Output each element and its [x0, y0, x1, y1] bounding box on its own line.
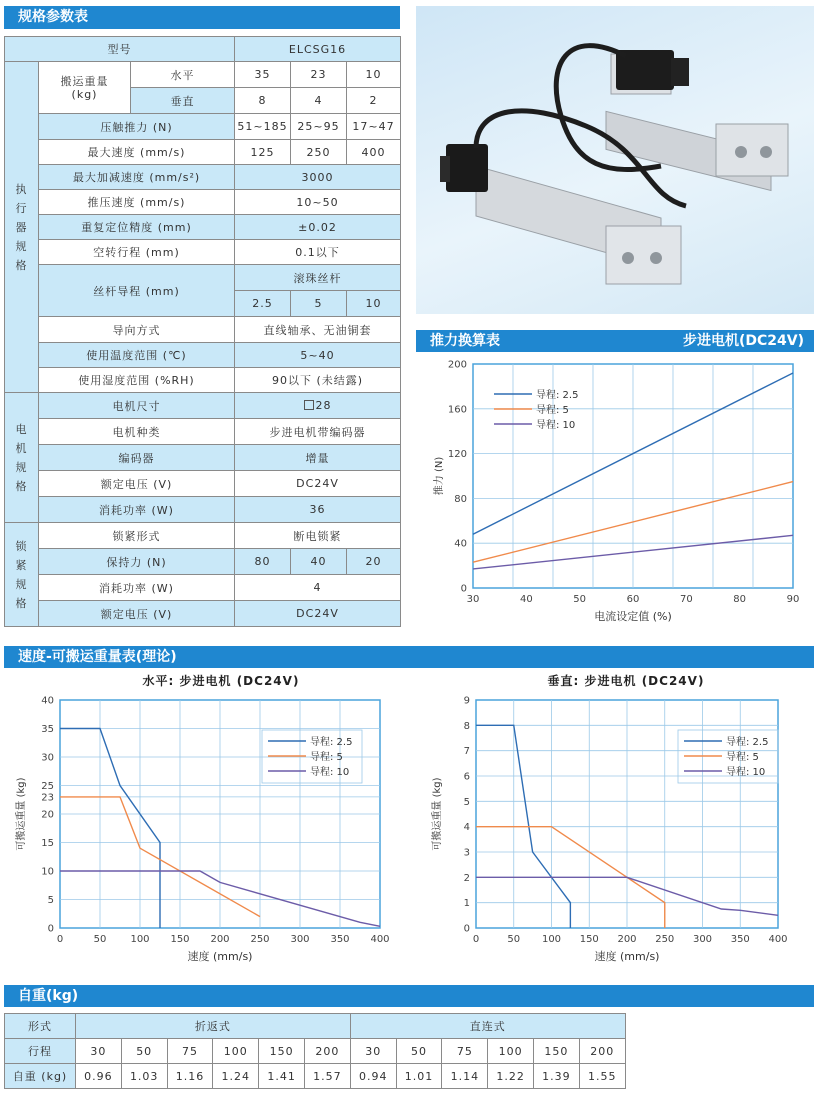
legend-label: 导程: 2.5 [726, 737, 769, 748]
fold-label: 折返式 [76, 1014, 351, 1039]
weight-cell: 1.22 [488, 1064, 534, 1089]
y-tick-label: 80 [454, 493, 467, 505]
legend-label: 导程: 2.5 [310, 737, 353, 748]
motor-type-value: 步进电机带编码器 [235, 419, 401, 445]
push-speed-label: 推压速度 (mm/s) [39, 190, 235, 215]
encoder-value: 增量 [235, 445, 401, 471]
x-tick-label: 200 [210, 934, 230, 945]
thrust-header-title: 推力换算表 [430, 333, 500, 349]
y-tick-label: 7 [463, 746, 470, 758]
h-val-2: 23 [291, 62, 347, 88]
x-tick-label: 200 [617, 934, 637, 945]
temp-value: 5~40 [235, 343, 401, 368]
square-icon [304, 400, 314, 410]
humid-value: 90以下 (未结露) [235, 368, 401, 393]
x-tick-label: 250 [655, 934, 675, 945]
weight-cell: 1.03 [121, 1064, 167, 1089]
stroke-cell: 200 [579, 1039, 625, 1064]
lock-type-value: 断电锁紧 [235, 523, 401, 549]
y-tick-label: 6 [463, 771, 470, 783]
thrust-header [416, 330, 814, 352]
straight-label: 直连式 [350, 1014, 625, 1039]
speed-header-title: 速度-可搬运重量表(理论) [18, 649, 177, 665]
x-tick-label: 0 [472, 934, 480, 945]
weight-cell: 1.01 [396, 1064, 442, 1089]
push-speed-value: 10~50 [235, 190, 401, 215]
v-val-1: 8 [235, 88, 291, 114]
product-photo [416, 6, 814, 314]
max-speed-3: 400 [347, 140, 401, 165]
stroke-label: 行程 [5, 1039, 76, 1064]
x-tick-label: 300 [290, 934, 310, 945]
screw-val-3: 10 [347, 291, 401, 317]
h-val-3: 10 [347, 62, 401, 88]
screw-label: 丝杆导程 (mm) [39, 265, 235, 317]
y-tick-label: 5 [47, 895, 54, 906]
cat-actuator [5, 62, 39, 393]
weight-cell: 1.55 [579, 1064, 625, 1089]
speed-header [4, 646, 814, 668]
v-val-3: 2 [347, 88, 401, 114]
y-tick-label: 0 [47, 923, 54, 935]
push-force-label: 压触推力 (N) [39, 114, 235, 140]
v-val-2: 4 [291, 88, 347, 114]
weight-label: 自重 (kg) [5, 1064, 76, 1089]
y-tick-label: 4 [463, 822, 470, 834]
push-force-1: 51~185 [235, 114, 291, 140]
y-tick-label: 120 [447, 449, 467, 461]
y-axis-label: 可搬运重量 (kg) [16, 777, 27, 851]
x-tick-label: 400 [768, 934, 788, 945]
legend-label: 导程: 2.5 [536, 390, 579, 401]
y-axis-label: 可搬运重量 (kg) [432, 777, 443, 851]
x-tick-label: 300 [692, 934, 713, 945]
weight-cell: 1.57 [304, 1064, 350, 1089]
spec-header [4, 6, 400, 29]
spec-header-title: 规格参数表 [18, 9, 88, 25]
horizontal-chart [4, 688, 404, 976]
front-actuator [440, 144, 681, 284]
weight-cell: 1.39 [534, 1064, 580, 1089]
y-tick-label: 40 [41, 695, 54, 707]
rated-v-value: DC24V [235, 471, 401, 497]
weight-cell: 1.16 [167, 1064, 213, 1089]
legend-label: 导程: 5 [536, 405, 569, 416]
repeat-value: ±0.02 [235, 215, 401, 240]
x-tick-label: 400 [370, 934, 390, 945]
x-axis-label: 速度 (mm/s) [187, 950, 253, 963]
weight-header [4, 985, 814, 1007]
screw-val-2: 5 [291, 291, 347, 317]
weight-cell: 0.94 [350, 1064, 396, 1089]
y-tick-label: 20 [41, 809, 54, 821]
hold-2: 40 [291, 549, 347, 575]
x-tick-label: 50 [573, 594, 587, 605]
load-label: 搬运重量 (kg) [39, 62, 131, 114]
screw-type: 滚珠丝杆 [235, 265, 401, 291]
model-label: 型号 [5, 37, 235, 62]
h-val-1: 35 [235, 62, 291, 88]
x-tick-label: 30 [466, 594, 480, 605]
hold-label: 保持力 (N) [39, 549, 235, 575]
legend-label: 导程: 10 [536, 420, 576, 431]
y-axis-label: 推力 (N) [434, 456, 445, 496]
stroke-cell: 150 [259, 1039, 305, 1064]
push-force-2: 25~95 [291, 114, 347, 140]
rated-v-label: 额定电压 (V) [39, 471, 235, 497]
weight-header-title: 自重(kg) [18, 988, 79, 1004]
stroke-cell: 30 [76, 1039, 122, 1064]
x-tick-label: 100 [541, 934, 562, 945]
x-tick-label: 90 [786, 594, 800, 605]
y-tick-label: 40 [454, 538, 467, 550]
y-tick-label: 23 [41, 792, 54, 804]
y-tick-label: 8 [463, 720, 470, 732]
stroke-cell: 50 [121, 1039, 167, 1064]
x-axis-label: 速度 (mm/s) [594, 950, 660, 963]
y-tick-label: 9 [463, 695, 470, 707]
x-tick-label: 40 [519, 594, 533, 605]
x-tick-label: 70 [679, 594, 693, 605]
lock-v-label: 额定电压 (V) [39, 601, 235, 627]
motor-size-label: 电机尺寸 [39, 393, 235, 419]
motor-size-text: 28 [315, 399, 332, 412]
humid-label: 使用湿度范围 (%RH) [39, 368, 235, 393]
y-tick-label: 10 [41, 866, 54, 878]
weight-cell: 1.14 [442, 1064, 488, 1089]
y-tick-label: 35 [41, 724, 54, 735]
legend-label: 导程: 5 [310, 752, 343, 763]
screw-val-1: 2.5 [235, 291, 291, 317]
x-tick-label: 150 [579, 934, 599, 945]
legend-label: 导程: 10 [310, 767, 350, 778]
horizontal-label: 水平 [131, 62, 235, 88]
motor-type-label: 电机种类 [39, 419, 235, 445]
y-tick-label: 0 [463, 923, 470, 935]
y-tick-label: 160 [447, 404, 467, 416]
legend-label: 导程: 10 [726, 767, 766, 778]
stroke-cell: 200 [304, 1039, 350, 1064]
cat-lock [5, 523, 39, 627]
motor-size-value [235, 393, 401, 419]
lock-type-label: 锁紧形式 [39, 523, 235, 549]
stroke-cell: 100 [213, 1039, 259, 1064]
lock-power-label: 消耗功率 (W) [39, 575, 235, 601]
weight-cell: 0.96 [76, 1064, 122, 1089]
stroke-cell: 75 [442, 1039, 488, 1064]
y-tick-label: 200 [447, 359, 467, 371]
x-tick-label: 50 [93, 934, 107, 945]
max-speed-2: 250 [291, 140, 347, 165]
stroke-cell: 150 [534, 1039, 580, 1064]
weight-cell: 1.24 [213, 1064, 259, 1089]
vertical-chart [412, 688, 816, 976]
y-tick-label: 1 [463, 898, 470, 910]
cat-actuator-text: 执行器规格 [15, 182, 28, 272]
stroke-cell: 100 [488, 1039, 534, 1064]
push-force-3: 17~47 [347, 114, 401, 140]
weight-table [4, 1013, 626, 1089]
spec-table [4, 36, 401, 627]
x-axis-label: 电流设定值 (%) [594, 610, 672, 623]
y-tick-label: 2 [463, 872, 470, 884]
temp-label: 使用温度范围 (℃) [39, 343, 235, 368]
actuator-illustration [416, 6, 814, 314]
weight-cell: 1.41 [259, 1064, 305, 1089]
vertical-chart-title: 垂直: 步进电机 (DC24V) [547, 674, 705, 688]
max-accel-label: 最大加减速度 (mm/s²) [39, 165, 235, 190]
y-tick-label: 3 [463, 847, 470, 859]
y-tick-label: 15 [41, 838, 54, 849]
idle-value: 0.1以下 [235, 240, 401, 265]
model-value: ELCSG16 [235, 37, 401, 62]
y-tick-label: 0 [460, 583, 467, 595]
cat-motor [5, 393, 39, 523]
stroke-cell: 30 [350, 1039, 396, 1064]
x-tick-label: 100 [130, 934, 150, 945]
repeat-label: 重复定位精度 (mm) [39, 215, 235, 240]
x-tick-label: 80 [733, 594, 747, 605]
thrust-header-motor: 步进电机(DC24V) [682, 333, 804, 349]
lock-v-value: DC24V [235, 601, 401, 627]
legend-label: 导程: 5 [726, 752, 759, 763]
max-speed-1: 125 [235, 140, 291, 165]
hold-3: 20 [347, 549, 401, 575]
x-tick-label: 150 [170, 934, 190, 945]
power-value: 36 [235, 497, 401, 523]
x-tick-label: 0 [56, 934, 64, 945]
max-speed-label: 最大速度 (mm/s) [39, 140, 235, 165]
guide-value: 直线轴承、无油铜套 [235, 317, 401, 343]
horizontal-chart-title: 水平: 步进电机 (DC24V) [142, 674, 300, 688]
x-tick-label: 60 [626, 594, 640, 605]
cat-lock-text: 锁紧规格 [15, 539, 28, 610]
x-tick-label: 350 [330, 934, 350, 945]
form-label: 形式 [5, 1014, 76, 1039]
y-tick-label: 25 [41, 781, 54, 792]
lock-power-value: 4 [235, 575, 401, 601]
stroke-cell: 75 [167, 1039, 213, 1064]
power-label: 消耗功率 (W) [39, 497, 235, 523]
y-tick-label: 5 [463, 796, 470, 808]
x-tick-label: 50 [507, 934, 521, 945]
vertical-label: 垂直 [131, 88, 235, 114]
x-tick-label: 250 [250, 934, 270, 945]
idle-label: 空转行程 (mm) [39, 240, 235, 265]
guide-label: 导向方式 [39, 317, 235, 343]
max-accel-value: 3000 [235, 165, 401, 190]
x-tick-label: 350 [730, 934, 750, 945]
y-tick-label: 30 [41, 752, 54, 764]
stroke-cell: 50 [396, 1039, 442, 1064]
thrust-chart [416, 352, 814, 632]
hold-1: 80 [235, 549, 291, 575]
encoder-label: 编码器 [39, 445, 235, 471]
cat-motor-text: 电机规格 [15, 422, 28, 493]
